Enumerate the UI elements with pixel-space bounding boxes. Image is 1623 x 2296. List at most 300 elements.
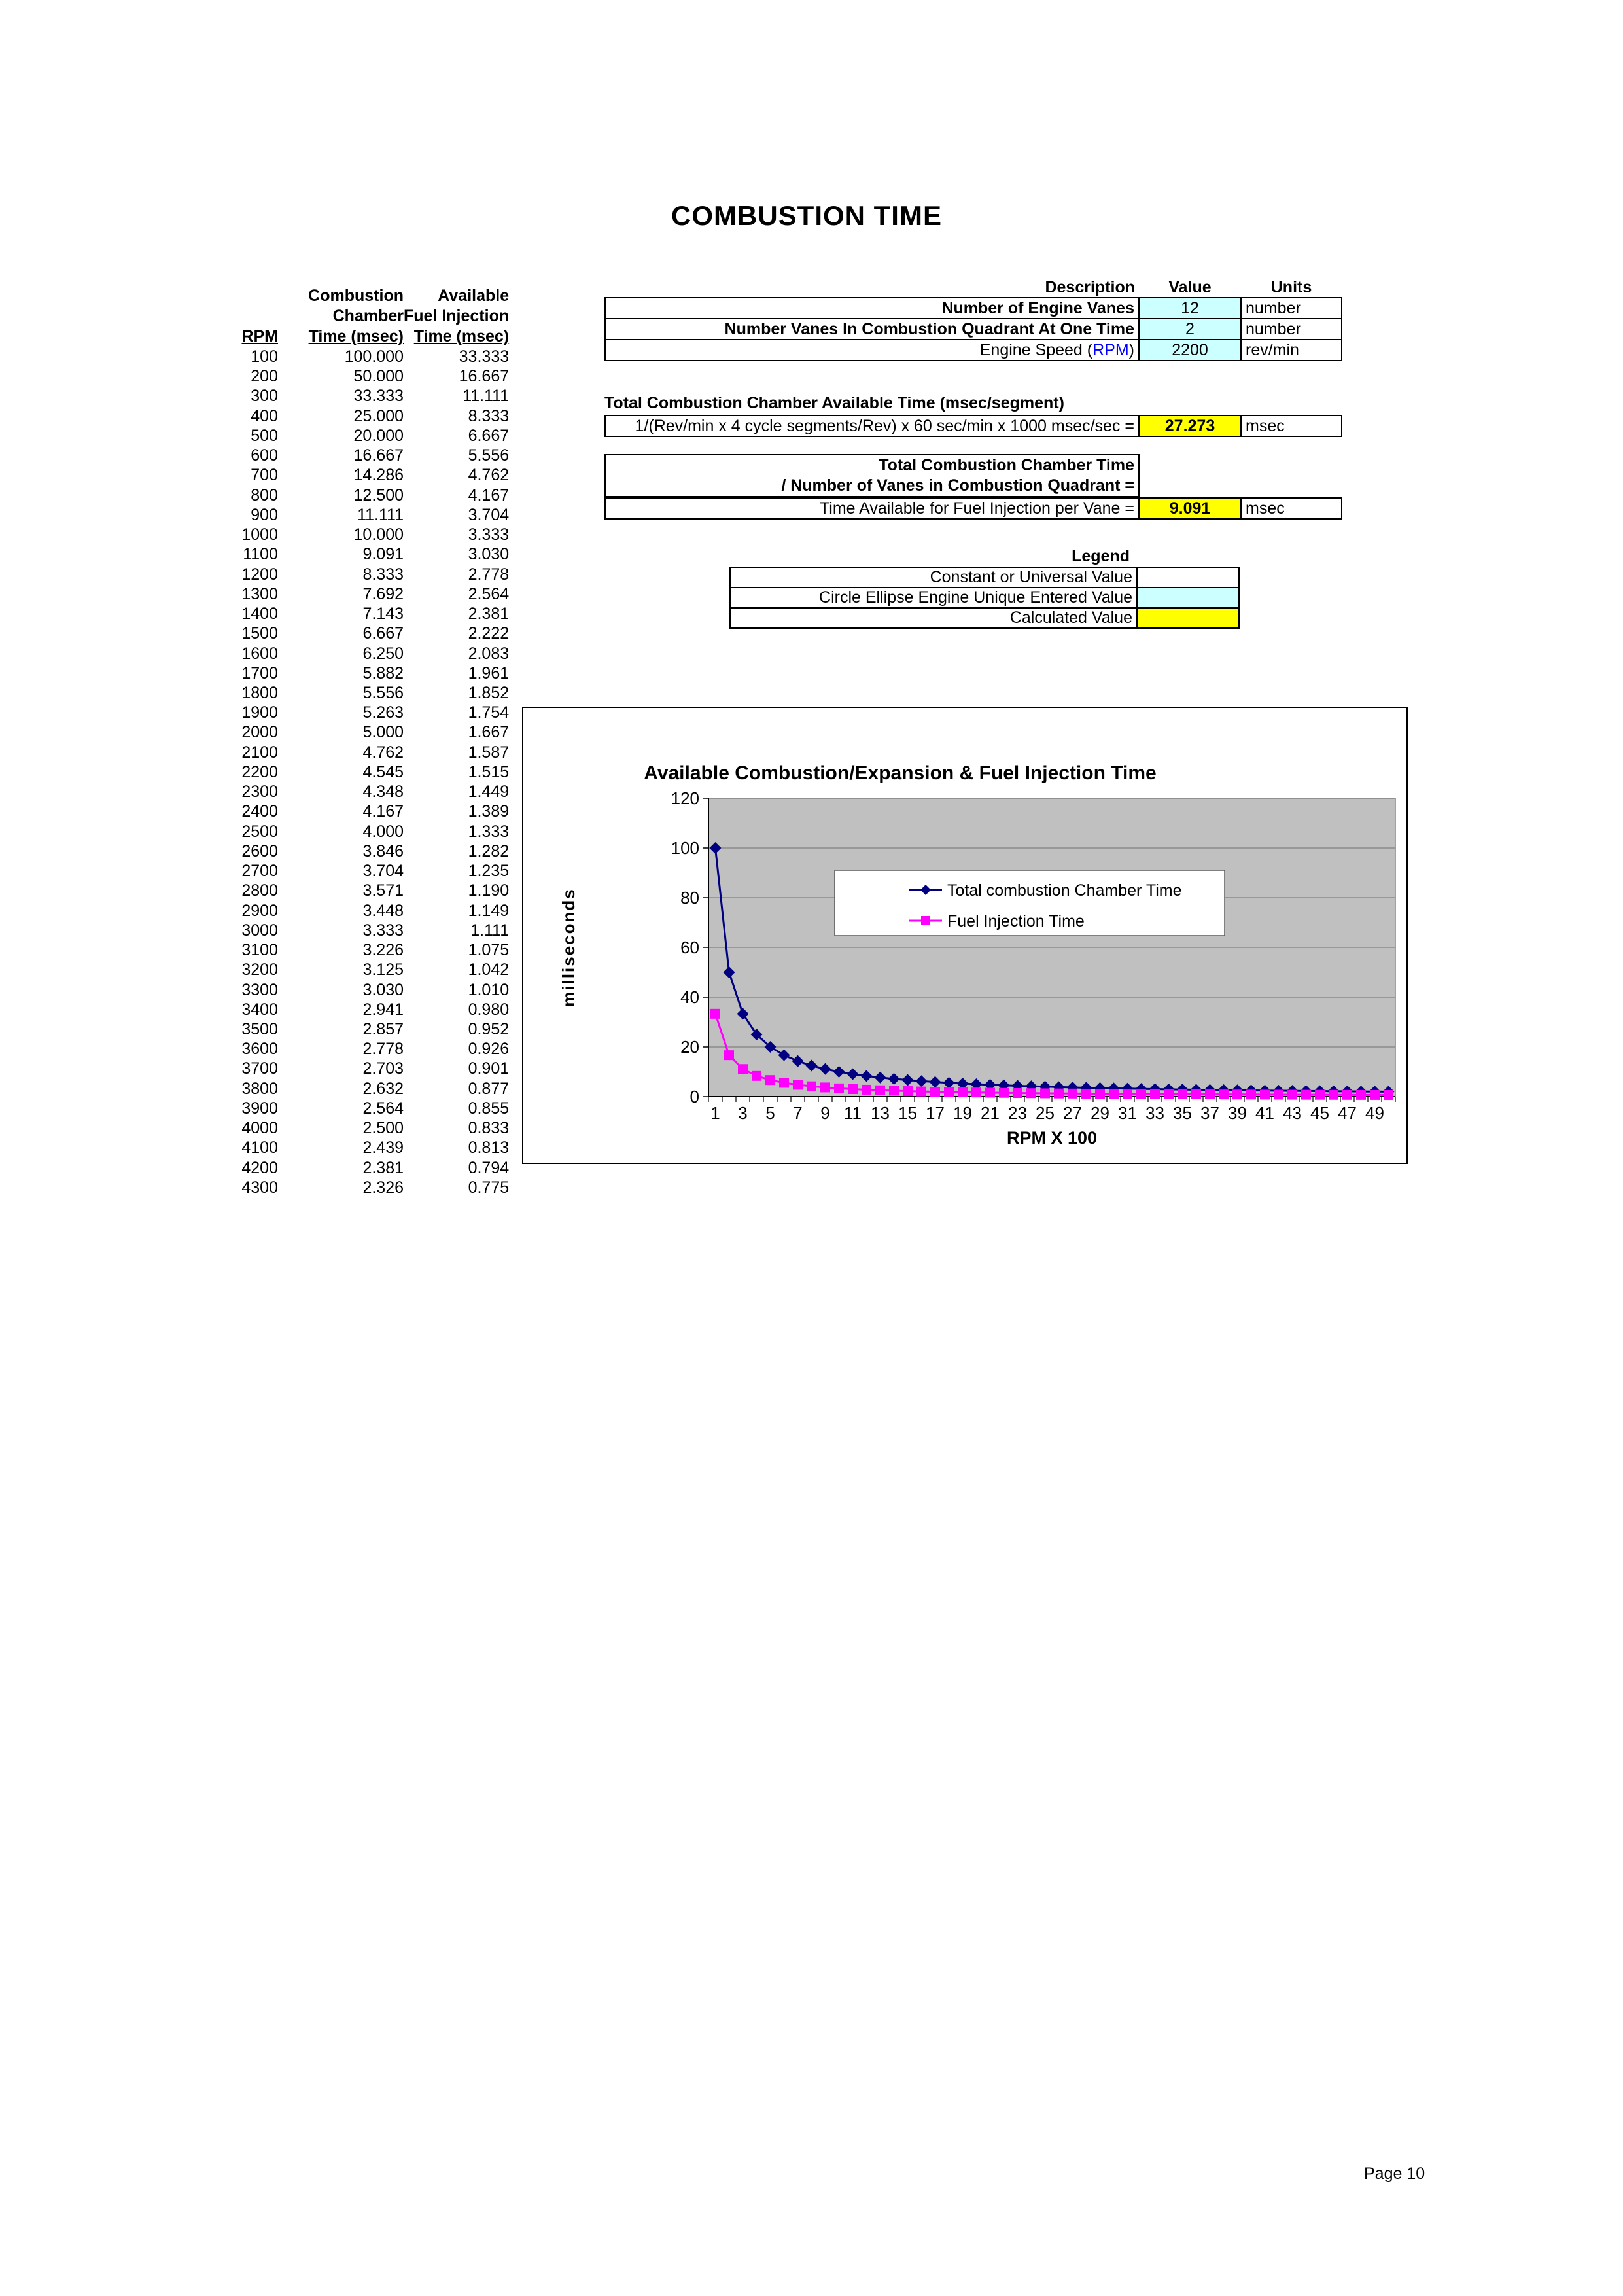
rpm-cell: 800 [251,486,278,504]
rpm-cell: 1600 [241,644,278,663]
rpm-cell: 900 [251,505,278,524]
chamber-header-line2: Chamber [332,307,404,325]
injection-time-cell: 1.235 [468,862,510,881]
injection-time-cell: 0.794 [468,1158,510,1177]
rpm-cell: 4200 [241,1158,278,1177]
rpm-cell: 400 [251,406,278,425]
y-tick-label: 100 [671,838,699,858]
y-tick-label: 40 [680,987,699,1007]
legend-row [730,588,1239,608]
marker [1026,1088,1036,1098]
chamber-units: msec [1241,415,1342,436]
injection-time-cell: 1.075 [468,941,510,960]
rpm-cell: 2200 [241,762,278,781]
param-row [605,340,1342,361]
marker [1246,1089,1256,1099]
injection-time-cell: 1.449 [468,783,510,802]
x-tick-label: 27 [1063,1103,1082,1123]
chamber-time-cell: 2.439 [362,1139,404,1157]
chamber-time-cell: 2.857 [362,1019,404,1038]
chamber-time-cell: 3.704 [362,862,404,881]
injection-time-cell: 1.333 [468,822,510,841]
injection-time-cell: 4.762 [468,466,510,485]
injection-value: 9.091 [1139,498,1241,519]
param-description [605,340,1139,361]
rpm-header-label: RPM [241,327,278,345]
injection-heading-box [604,454,1140,497]
rpm-table-row [200,743,509,762]
chamber-time-cell: 2.564 [362,1099,404,1118]
legend-table [729,567,1240,629]
legend-swatch [1137,608,1239,628]
marker [944,1087,954,1097]
rpm-header-spacer [200,306,278,327]
injection-heading-line1: Total Combustion Chamber Time [879,456,1134,474]
x-tick-label: 3 [738,1103,748,1123]
chamber-time-cell: 8.333 [362,565,404,584]
chamber-time-cell: 20.000 [353,426,404,445]
injection-header-line3: Time (msec) [413,327,510,345]
injection-time-cell: 0.901 [468,1059,510,1078]
marker [738,1064,748,1074]
chamber-header-line1: Combustion [308,287,404,305]
rpm-table-row [200,782,509,802]
x-tick-label: 35 [1173,1103,1192,1123]
injection-time-cell: 0.926 [468,1040,510,1059]
rpm-cell: 2300 [241,783,278,802]
injection-time-cell: 0.877 [468,1079,510,1098]
params-header-description: Description [1045,277,1135,296]
legend-swatch [1137,588,1239,608]
rpm-cell: 2000 [241,723,278,742]
injection-time-cell: 2.564 [468,584,510,603]
rpm-table-row [200,386,509,406]
chamber-time-cell: 4.000 [362,822,404,841]
rpm-table-row [200,921,509,940]
rpm-cell: 3000 [241,921,278,940]
legend-row [730,567,1239,588]
marker [1260,1089,1270,1099]
marker [793,1080,803,1089]
param-row [605,298,1342,319]
y-tick-label: 60 [680,938,699,957]
injection-time-cell: 16.667 [459,367,510,386]
rpm-cell: 500 [251,426,278,445]
rpm-table [200,286,509,1197]
x-tick-label: 33 [1145,1103,1164,1123]
rpm-table-row [200,663,509,683]
rpm-cell: 3400 [241,1000,278,1019]
marker [958,1087,968,1097]
page-number: Page 10 [1364,2164,1425,2183]
injection-time-cell: 1.149 [468,901,510,920]
injection-time-cell: 0.855 [468,1099,510,1118]
chamber-time-cell: 2.941 [362,1000,404,1019]
rpm-cell: 2800 [241,881,278,900]
y-tick-label: 120 [671,788,699,808]
chamber-time-cell: 2.326 [362,1178,404,1197]
injection-time-cell: 0.952 [468,1019,510,1038]
rpm-table-row [200,822,509,841]
injection-units: msec [1241,498,1342,519]
marker [1329,1090,1338,1100]
chamber-time-cell: 2.632 [362,1079,404,1098]
marker [1384,1090,1393,1100]
chamber-value: 27.273 [1139,415,1241,436]
rpm-cell: 1500 [241,624,278,643]
injection-time-cell: 0.833 [468,1119,510,1138]
rpm-table-row [200,722,509,742]
y-tick-label: 80 [680,888,699,908]
marker [1274,1089,1283,1099]
injection-time-cell: 3.333 [468,525,510,544]
rpm-table-row [200,446,509,465]
rpm-cell: 3500 [241,1019,278,1038]
chamber-time-cell: 4.348 [362,783,404,802]
rpm-table-row [200,1099,509,1118]
rpm-cell: 1900 [241,703,278,722]
marker [752,1071,761,1081]
injection-time-cell: 3.030 [468,545,510,564]
param-units: rev/min [1241,340,1342,361]
rpm-table-row [200,762,509,782]
rpm-table-row [200,604,509,624]
rpm-table-row [200,505,509,525]
rpm-table-row [200,1118,509,1138]
rpm-cell: 3200 [241,961,278,980]
marker [1109,1089,1119,1099]
injection-time-cell: 1.389 [468,802,510,821]
injection-time-cell: 1.111 [470,921,510,940]
marker [903,1086,913,1096]
injection-formula: Time Available for Fuel Injection per Vane = [605,498,1139,519]
chamber-time-cell: 2.381 [362,1158,404,1177]
rpm-cell: 3800 [241,1079,278,1098]
injection-time-cell: 8.333 [468,406,510,425]
rpm-table-row [200,802,509,821]
rpm-cell: 300 [251,387,278,406]
rpm-table-row [200,426,509,446]
marker [971,1087,981,1097]
x-tick-label: 19 [953,1103,972,1123]
param-value: 12 [1139,298,1241,319]
marker [1356,1090,1366,1100]
marker [1068,1089,1077,1099]
y-tick-label: 20 [680,1037,699,1057]
chamber-time-cell: 4.167 [362,802,404,821]
chamber-time-cell: 100.000 [344,347,404,366]
rpm-table-row [200,1019,509,1039]
marker [1287,1090,1297,1100]
marker [985,1087,995,1097]
marker [1081,1089,1091,1099]
rpm-table-row [200,861,509,881]
chamber-time-cell: 5.000 [362,723,404,742]
params-header-units: Units [1270,277,1312,296]
chamber-header-line3: Time (msec) [308,327,404,345]
rpm-table-row [200,1158,509,1178]
injection-time-cell: 0.775 [468,1178,510,1197]
marker [875,1086,885,1095]
x-tick-label: 15 [898,1103,917,1123]
injection-time-cell: 33.333 [459,347,510,366]
x-tick-label: 43 [1283,1103,1302,1123]
marker [1095,1089,1105,1099]
x-tick-label: 11 [844,1103,862,1123]
marker [807,1082,816,1091]
rpm-cell: 2700 [241,862,278,881]
chamber-time-cell: 2.500 [362,1119,404,1138]
chamber-time-cell: 12.500 [353,486,404,504]
marker [724,1050,734,1060]
param-description: Number of Engine Vanes [605,298,1139,319]
injection-time-cell: 1.961 [468,663,510,682]
marker [1178,1089,1187,1099]
injection-time-cell: 2.083 [468,644,510,663]
x-tick-label: 21 [981,1103,1000,1123]
marker [834,1084,844,1093]
chamber-time-cell: 2.778 [362,1040,404,1059]
combustion-chart [522,707,1408,1165]
injection-time-cell: 1.515 [468,762,510,781]
marker [848,1084,858,1094]
injection-time-cell: 6.667 [468,426,510,445]
param-description-suffix: ) [1128,340,1134,359]
chamber-time-cell: 3.226 [362,941,404,960]
chamber-time-cell: 2.703 [362,1059,404,1078]
injection-time-cell: 1.667 [468,723,510,742]
x-tick-label: 13 [871,1103,890,1123]
chart-legend [835,870,1225,936]
x-tick-label: 29 [1091,1103,1109,1123]
param-value: 2 [1139,319,1241,340]
chamber-time-cell: 50.000 [353,367,404,386]
injection-time-cell: 5.556 [468,446,510,465]
rpm-cell: 2400 [241,802,278,821]
marker [1315,1090,1325,1100]
x-tick-label: 23 [1008,1103,1027,1123]
param-units: number [1241,319,1342,340]
chamber-time-cell: 7.692 [362,584,404,603]
rpm-cell: 2500 [241,822,278,841]
chamber-time-cell: 5.882 [362,663,404,682]
marker [1219,1089,1229,1099]
chamber-time-cell: 33.333 [353,387,404,406]
injection-time-cell: 3.704 [468,505,510,524]
marker [820,1082,830,1092]
marker [779,1078,789,1087]
page-title: COMBUSTION TIME [671,200,942,231]
rpm-table-row [200,1059,509,1078]
chamber-time-cell: 14.286 [353,466,404,485]
param-value: 2200 [1139,340,1241,361]
legend-swatch [1137,567,1239,588]
rpm-cell: 100 [251,347,278,366]
marker [1040,1088,1050,1098]
injection-time-cell: 2.222 [468,624,510,643]
chamber-time-cell: 4.545 [362,762,404,781]
marker [1013,1088,1022,1098]
rpm-table-row [200,347,509,366]
rpm-cell: 3300 [241,980,278,999]
rpm-cell: 1200 [241,565,278,584]
param-description: Number Vanes In Combustion Quadrant At One Time [605,319,1139,340]
chamber-time-cell: 5.556 [362,683,404,702]
legend-label: Calculated Value [730,608,1137,628]
injection-time-cell: 1.010 [468,980,510,999]
rpm-cell: 1300 [241,584,278,603]
marker [1301,1090,1311,1100]
x-tick-label: 1 [710,1103,720,1123]
x-tick-label: 17 [926,1103,945,1123]
chamber-time-cell: 3.571 [362,881,404,900]
rpm-table-row [200,525,509,544]
marker [930,1087,940,1097]
chamber-time-cell: 25.000 [353,406,404,425]
chamber-time-cell: 3.125 [362,961,404,980]
marker [1164,1089,1174,1099]
rpm-link: RPM [1092,340,1129,359]
params-table [604,277,1342,361]
rpm-cell: 3100 [241,941,278,960]
y-axis-label: milliseconds [559,888,578,1007]
rpm-table-row [200,366,509,386]
rpm-cell: 4000 [241,1119,278,1138]
rpm-cell: 1700 [241,663,278,682]
rpm-table-row [200,1178,509,1197]
rpm-cell: 3600 [241,1040,278,1059]
x-tick-label: 37 [1200,1103,1219,1123]
x-tick-label: 41 [1255,1103,1274,1123]
injection-time-cell: 2.381 [468,605,510,624]
marker [765,1075,775,1085]
x-tick-label: 31 [1118,1103,1137,1123]
marker [1232,1089,1242,1099]
rpm-table-row [200,841,509,861]
rpm-cell: 1100 [243,545,278,564]
rpm-table-row [200,960,509,980]
rpm-cell: 3900 [241,1099,278,1118]
legend-title: Legend [1072,547,1130,565]
chamber-time-cell: 4.762 [362,743,404,762]
chart-svg [522,707,1408,1165]
rpm-table-row [200,465,509,485]
rpm-table-row [200,980,509,1000]
x-tick-label: 49 [1365,1103,1384,1123]
x-tick-label: 47 [1338,1103,1357,1123]
rpm-table-row [200,1138,509,1157]
injection-time-cell: 2.778 [468,565,510,584]
rpm-cell: 1400 [241,605,278,624]
injection-heading-line2: / Number of Vanes in Combustion Quadrant = [781,476,1134,495]
rpm-table-row [200,406,509,426]
injection-time-cell: 1.190 [468,881,510,900]
chamber-time-cell: 6.667 [362,624,404,643]
rpm-table-row [200,1039,509,1059]
chamber-time-cell: 9.091 [362,545,404,564]
rpm-table-row [200,1000,509,1019]
marker [862,1085,871,1095]
marker [921,916,930,925]
injection-time-cell: 1.587 [468,743,510,762]
injection-time-cell: 0.813 [468,1139,510,1157]
chamber-time-cell: 3.448 [362,901,404,920]
rpm-cell: 3700 [241,1059,278,1078]
param-units: number [1241,298,1342,319]
rpm-cell: 1800 [241,683,278,702]
marker [999,1088,1009,1098]
injection-time-cell: 4.167 [468,486,510,504]
rpm-table-row [200,644,509,663]
rpm-cell: 1000 [241,525,278,544]
injection-header-line2: Fuel Injection [404,307,510,325]
rpm-table-header [200,286,509,347]
rpm-cell: 200 [251,367,278,386]
rpm-table-row [200,624,509,643]
marker [1136,1089,1146,1099]
x-tick-label: 9 [820,1103,830,1123]
marker [1054,1089,1064,1099]
rpm-table-row [200,881,509,900]
marker [1150,1089,1160,1099]
chamber-time-cell: 3.846 [362,841,404,860]
chamber-time-cell: 10.000 [353,525,404,544]
param-row [605,319,1342,340]
param-description-prefix: Engine Speed ( [979,340,1093,359]
legend-label: Circle Ellipse Engine Unique Entered Value [730,588,1137,608]
rpm-table-row [200,565,509,584]
x-tick-label: 39 [1228,1103,1247,1123]
injection-time-row [604,497,1342,520]
rpm-cell: 2100 [241,743,278,762]
chamber-time-cell: 6.250 [362,644,404,663]
x-tick-label: 25 [1036,1103,1055,1123]
rpm-table-row [200,940,509,960]
rpm-cell: 600 [251,446,278,465]
chamber-formula: 1/(Rev/min x 4 cycle segments/Rev) x 60 sec/min x 1000 msec/sec = [605,415,1139,436]
injection-time-cell: 0.980 [468,1000,510,1019]
marker [916,1087,926,1097]
rpm-table-row [200,901,509,921]
marker [710,1009,720,1019]
rpm-table-row [200,683,509,703]
chart-legend-entry: Total combustion Chamber Time [947,881,1182,900]
marker [1342,1090,1352,1100]
rpm-cell: 4100 [241,1139,278,1157]
rpm-cell: 2600 [241,841,278,860]
rpm-table-row [200,544,509,564]
chamber-time-cell: 5.263 [362,703,404,722]
chamber-time-cell: 7.143 [362,605,404,624]
injection-time-cell: 1.282 [468,841,510,860]
rpm-cell: 4300 [241,1178,278,1197]
y-tick-label: 0 [689,1087,699,1106]
injection-header-line1: Available [438,287,510,305]
injection-time-cell: 1.852 [468,683,510,702]
legend-row [730,608,1239,628]
chart-title: Available Combustion/Expansion & Fuel Injection Time [644,762,1157,784]
chart-legend-entry: Fuel Injection Time [947,912,1085,930]
rpm-table-row [200,1079,509,1099]
x-axis-label: RPM X 100 [1006,1128,1098,1148]
chamber-time-cell: 16.667 [353,446,404,465]
params-header-value: Value [1168,277,1212,296]
rpm-table-row [200,486,509,505]
marker [1123,1089,1132,1099]
rpm-header-spacer [200,286,278,306]
chamber-time-cell: 3.030 [362,980,404,999]
rpm-table-row [200,584,509,604]
